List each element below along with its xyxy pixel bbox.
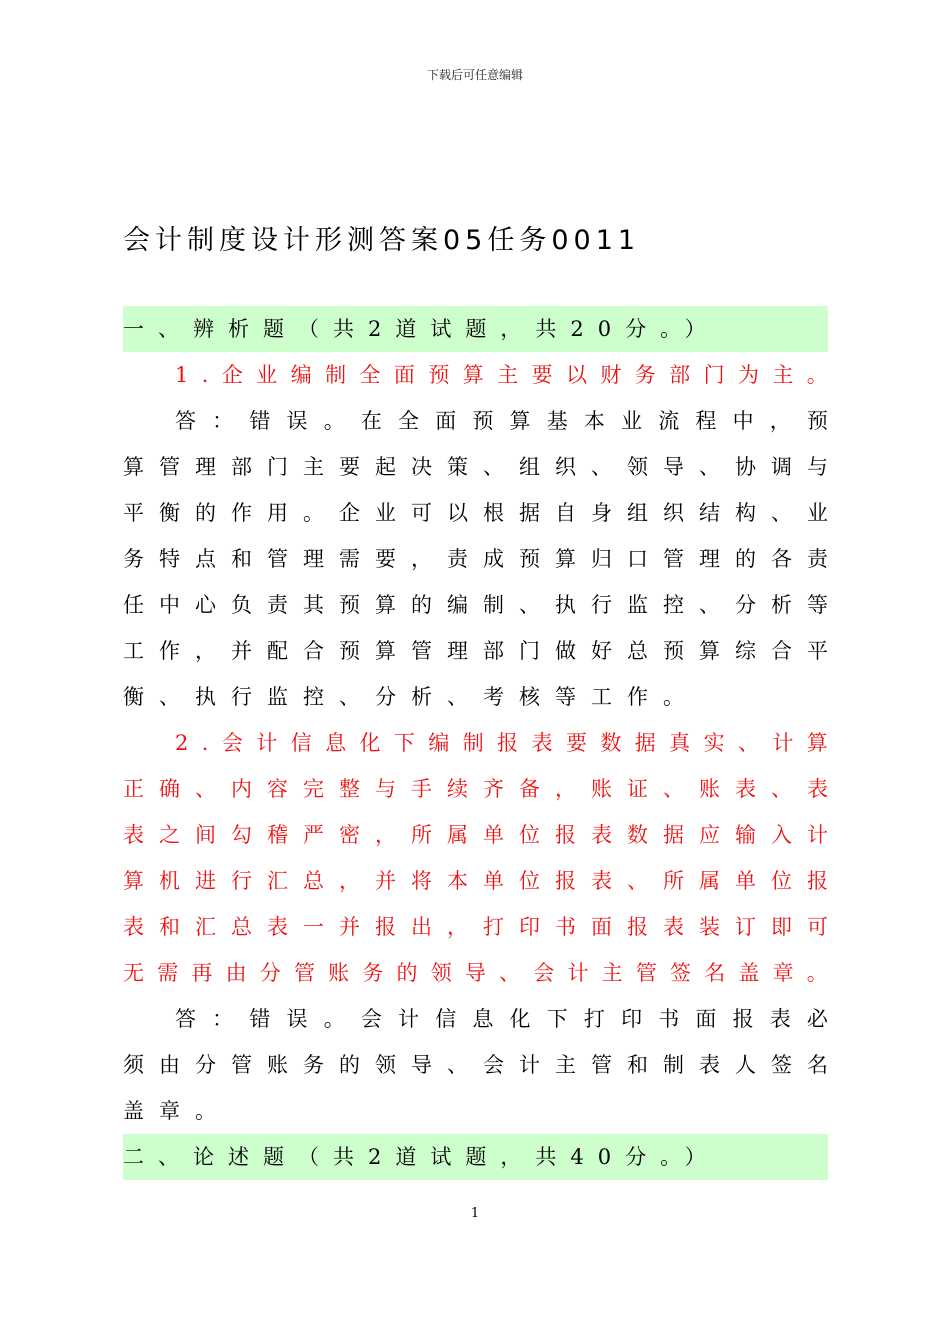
question-line: 算 机 进 行 汇 总 ， 并 将 本 单 位 报 表 、 所 属 单 位 报 [123, 869, 828, 893]
question-line: 正 确 、 内 容 完 整 与 手 续 齐 备 ， 账 证 、 账 表 、 表 [123, 777, 828, 801]
question-line: 无 需 再 由 分 管 账 务 的 领 导 、 会 计 主 管 签 名 盖 章 。 [123, 961, 828, 985]
answer-line: 须 由 分 管 账 务 的 领 导 、 会 计 主 管 和 制 表 人 签 名 [123, 1053, 828, 1077]
answer-line: 答 ： 错 误 。 会 计 信 息 化 下 打 印 书 面 报 表 必 [175, 1007, 828, 1031]
answer-line: 盖章。 [123, 1099, 231, 1123]
answer-line: 衡、执行监控、分析、考核等工作。 [123, 685, 699, 709]
answer-line: 任 中 心 负 责 其 预 算 的 编 制 、 执 行 监 控 、 分 析 等 [123, 593, 828, 617]
page-header: 下载后可任意编辑 [426, 68, 523, 82]
answer-line: 答 ： 错 误 。 在 全 面 预 算 基 本 业 流 程 中 ， 预 [175, 409, 828, 433]
answer-line: 工 作 ， 并 配 合 预 算 管 理 部 门 做 好 总 预 算 综 合 平 [123, 639, 828, 663]
document-body [123, 306, 828, 1180]
answer-line: 平 衡 的 作 用 。 企 业 可 以 根 据 自 身 组 织 结 构 、 业 [123, 501, 828, 525]
question-line: 1 . 企 业 编 制 全 面 预 算 主 要 以 财 务 部 门 为 主 。 [175, 363, 828, 387]
page-number: 1 [470, 1206, 480, 1221]
question-line: 表 和 汇 总 表 一 并 报 出 ， 打 印 书 面 报 表 装 订 即 可 [123, 915, 828, 939]
question-line: 2 . 会 计 信 息 化 下 编 制 报 表 要 数 据 真 实 、 计 算 [175, 731, 828, 755]
section-heading: 二、论述题（共2道试题，共40分。） [123, 1134, 828, 1180]
question-line: 表 之 间 勾 稽 严 密 ， 所 属 单 位 报 表 数 据 应 输 入 计 [123, 823, 828, 847]
answer-line: 务 特 点 和 管 理 需 要 ， 责 成 预 算 归 口 管 理 的 各 责 [123, 547, 828, 571]
document-title: 会计制度设计形测答案05任务0011 [123, 225, 641, 256]
answer-line: 算 管 理 部 门 主 要 起 决 策 、 组 织 、 领 导 、 协 调 与 [123, 455, 828, 479]
section-heading: 一、辨析题（共2道试题，共20分。） [123, 306, 828, 352]
